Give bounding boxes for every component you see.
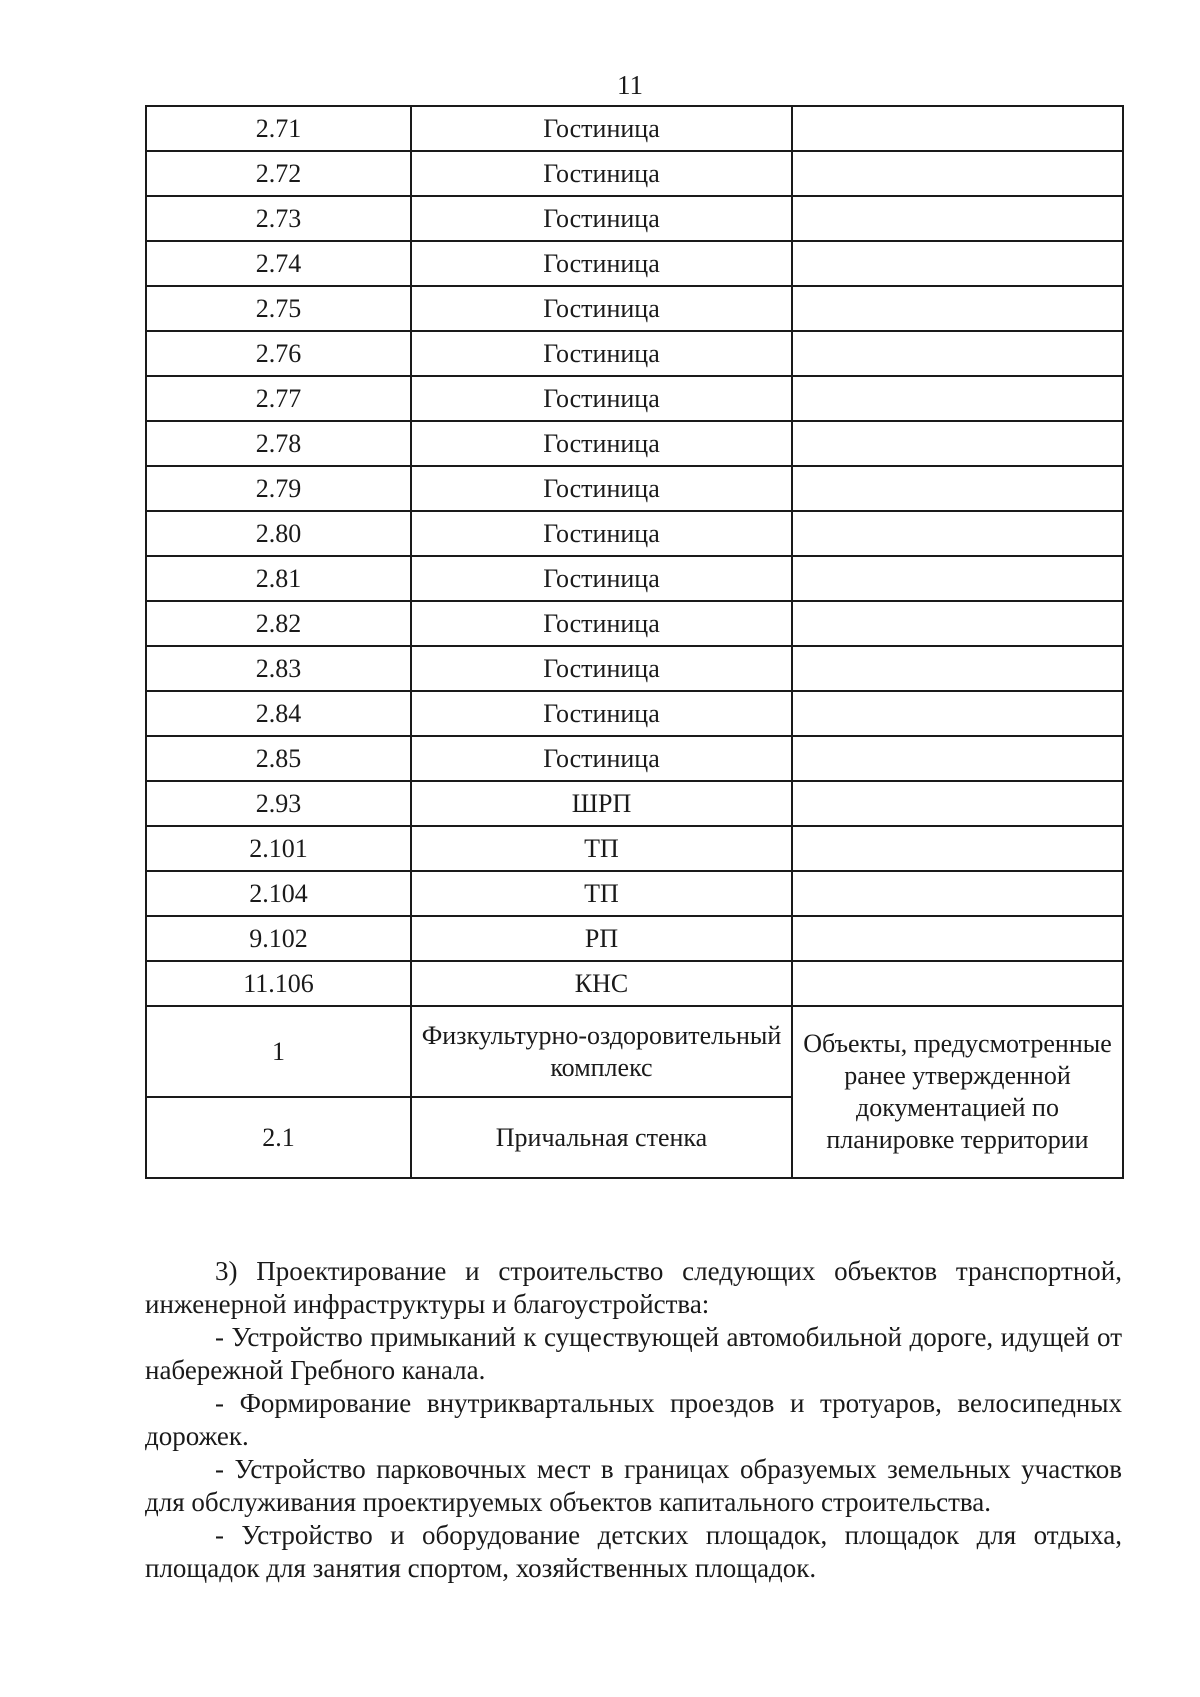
cell-number: 2.101	[146, 826, 411, 871]
cell-object-name: Гостиница	[411, 106, 792, 151]
cell-note	[792, 106, 1123, 151]
cell-number: 2.73	[146, 196, 411, 241]
cell-number: 2.78	[146, 421, 411, 466]
cell-note	[792, 331, 1123, 376]
cell-object-name: Гостиница	[411, 286, 792, 331]
page-number: 11	[617, 70, 643, 100]
cell-note	[792, 556, 1123, 601]
paragraph: 3) Проектирование и строительство следующих объектов транспортной, инженерной инфраструктуры и благоустройства:	[145, 1256, 1122, 1319]
paragraph: - Устройство парковочных мест в границах образуемых земельных участков для обслуживания проектируемых объектов капитального строительства.	[145, 1454, 1122, 1517]
cell-number: 11.106	[146, 961, 411, 1006]
cell-note	[792, 826, 1123, 871]
cell-object-name: ТП	[411, 826, 792, 871]
cell-number: 2.76	[146, 331, 411, 376]
objects-table	[145, 105, 1124, 1179]
cell-number: 2.93	[146, 781, 411, 826]
cell-object-name: ШРП	[411, 781, 792, 826]
cell-number: 2.104	[146, 871, 411, 916]
table-row	[146, 736, 1123, 781]
cell-note	[792, 736, 1123, 781]
cell-note	[792, 151, 1123, 196]
table-row	[146, 691, 1123, 736]
cell-note	[792, 961, 1123, 1006]
cell-number: 2.1	[146, 1097, 411, 1178]
paragraph: - Формирование внутриквартальных проездов и тротуаров, велосипедных дорожек.	[145, 1388, 1122, 1451]
cell-number: 2.81	[146, 556, 411, 601]
table-row	[146, 331, 1123, 376]
cell-number: 9.102	[146, 916, 411, 961]
table-row	[146, 556, 1123, 601]
table-row	[146, 376, 1123, 421]
cell-object-name: Гостиница	[411, 646, 792, 691]
table-row	[146, 286, 1123, 331]
table-row	[146, 241, 1123, 286]
cell-object-name: Гостиница	[411, 466, 792, 511]
table-row	[146, 421, 1123, 466]
table-row	[146, 916, 1123, 961]
table-row	[146, 781, 1123, 826]
cell-note	[792, 781, 1123, 826]
cell-note: Объекты, предусмотренные ранее утвержденной документацией по планировке территории	[792, 1006, 1123, 1178]
objects-table-body	[146, 106, 1123, 1178]
paragraph: - Устройство примыканий к существующей автомобильной дороге, идущей от набережной Гребного канала.	[145, 1322, 1122, 1385]
cell-object-name: Гостиница	[411, 376, 792, 421]
cell-note	[792, 601, 1123, 646]
cell-object-name: Гостиница	[411, 151, 792, 196]
cell-note	[792, 286, 1123, 331]
table-row	[146, 1006, 1123, 1097]
cell-number: 2.83	[146, 646, 411, 691]
table-row	[146, 511, 1123, 556]
cell-note	[792, 871, 1123, 916]
cell-object-name: ТП	[411, 871, 792, 916]
cell-object-name: Гостиница	[411, 241, 792, 286]
cell-number: 2.72	[146, 151, 411, 196]
cell-number: 1	[146, 1006, 411, 1097]
table-row	[146, 196, 1123, 241]
cell-number: 2.74	[146, 241, 411, 286]
table-row	[146, 106, 1123, 151]
body-text	[145, 1255, 1122, 1585]
cell-object-name: Гостиница	[411, 196, 792, 241]
cell-number: 2.85	[146, 736, 411, 781]
cell-note	[792, 241, 1123, 286]
cell-number: 2.80	[146, 511, 411, 556]
cell-object-name: Гостиница	[411, 691, 792, 736]
cell-number: 2.75	[146, 286, 411, 331]
cell-number: 2.79	[146, 466, 411, 511]
cell-note	[792, 646, 1123, 691]
cell-number: 2.77	[146, 376, 411, 421]
cell-object-name: Гостиница	[411, 331, 792, 376]
cell-object-name: Гостиница	[411, 511, 792, 556]
table-row	[146, 151, 1123, 196]
cell-object-name: Физкультурно-оздоровительный комплекс	[411, 1006, 792, 1097]
cell-object-name: Гостиница	[411, 736, 792, 781]
cell-number: 2.82	[146, 601, 411, 646]
cell-note	[792, 421, 1123, 466]
cell-object-name: Причальная стенка	[411, 1097, 792, 1178]
paragraph: - Устройство и оборудование детских площадок, площадок для отдыха, площадок для занятия спортом, хозяйственных площадок.	[145, 1520, 1122, 1583]
table-row	[146, 871, 1123, 916]
cell-note	[792, 691, 1123, 736]
table-row	[146, 646, 1123, 691]
cell-note	[792, 916, 1123, 961]
cell-note	[792, 376, 1123, 421]
cell-note	[792, 466, 1123, 511]
cell-object-name: Гостиница	[411, 556, 792, 601]
cell-object-name: КНС	[411, 961, 792, 1006]
cell-object-name: Гостиница	[411, 421, 792, 466]
cell-note	[792, 196, 1123, 241]
cell-object-name: Гостиница	[411, 601, 792, 646]
cell-note	[792, 511, 1123, 556]
table-row	[146, 466, 1123, 511]
table-row	[146, 961, 1123, 1006]
cell-number: 2.71	[146, 106, 411, 151]
table-row	[146, 601, 1123, 646]
cell-number: 2.84	[146, 691, 411, 736]
cell-object-name: РП	[411, 916, 792, 961]
table-row	[146, 826, 1123, 871]
